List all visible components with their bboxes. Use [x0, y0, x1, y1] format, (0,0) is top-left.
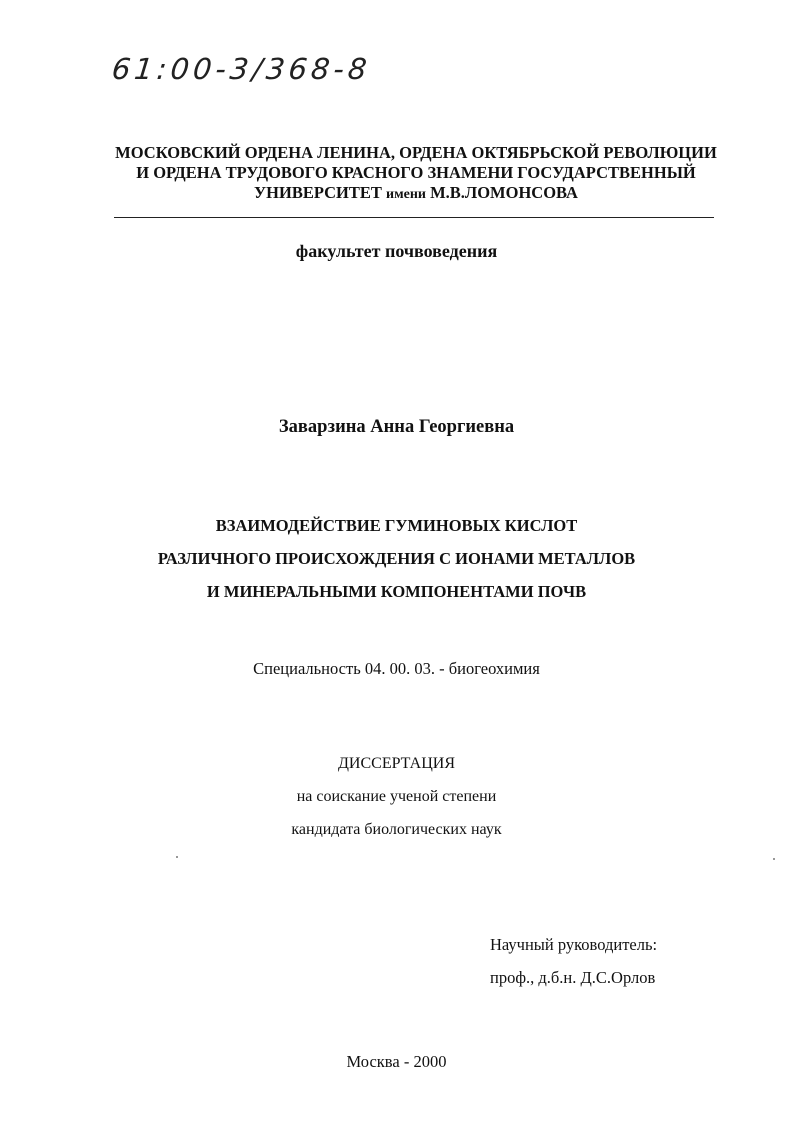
specialty-line: Специальность 04. 00. 03. - биогеохимия	[253, 659, 540, 678]
university-line-2: И ОРДЕНА ТРУДОВОГО КРАСНОГО ЗНАМЕНИ ГОСУДАРСТВЕННЫЙ	[136, 163, 696, 182]
archive-code-handwritten: 61:00-3/368-8	[110, 52, 373, 86]
header-divider	[114, 217, 714, 218]
faculty-name: факультет почвоведения	[295, 241, 498, 261]
dissertation-label: ДИССЕРТАЦИЯ	[338, 755, 455, 772]
degree-purpose: на соискание ученой степени	[296, 788, 497, 805]
university-word: УНИВЕРСИТЕТ	[254, 183, 382, 202]
university-line-3	[0, 183, 793, 205]
supervisor-label: Научный руководитель:	[490, 935, 658, 954]
university-heading	[0, 143, 793, 205]
university-line-1: МОСКОВСКИЙ ОРДЕНА ЛЕНИНА, ОРДЕНА ОКТЯБРЬСКОЙ РЕВОЛЮЦИИ	[115, 143, 717, 162]
scan-speck	[773, 858, 775, 860]
city-year: Москва - 2000	[346, 1052, 447, 1071]
supervisor-block	[490, 928, 657, 994]
title-line-2: РАЗЛИЧНОГО ПРОИСХОЖДЕНИЯ С ИОНАМИ МЕТАЛЛОВ	[157, 549, 636, 568]
dissertation-degree-block	[0, 747, 793, 846]
scan-speck	[176, 856, 178, 858]
author-name: Заварзина Анна Георгиевна	[278, 417, 515, 437]
supervisor-name: проф., д.б.н. Д.С.Орлов	[490, 968, 656, 987]
title-line-1: ВЗАИМОДЕЙСТВИЕ ГУМИНОВЫХ КИСЛОТ	[215, 516, 578, 535]
dissertation-title	[0, 509, 793, 608]
degree-name: кандидата биологических наук	[291, 821, 502, 838]
university-imeni: имени	[386, 187, 426, 202]
university-namesake: М.В.ЛОМОНСОВА	[430, 183, 578, 202]
title-line-3: И МИНЕРАЛЬНЫМИ КОМПОНЕНТАМИ ПОЧВ	[206, 582, 587, 601]
